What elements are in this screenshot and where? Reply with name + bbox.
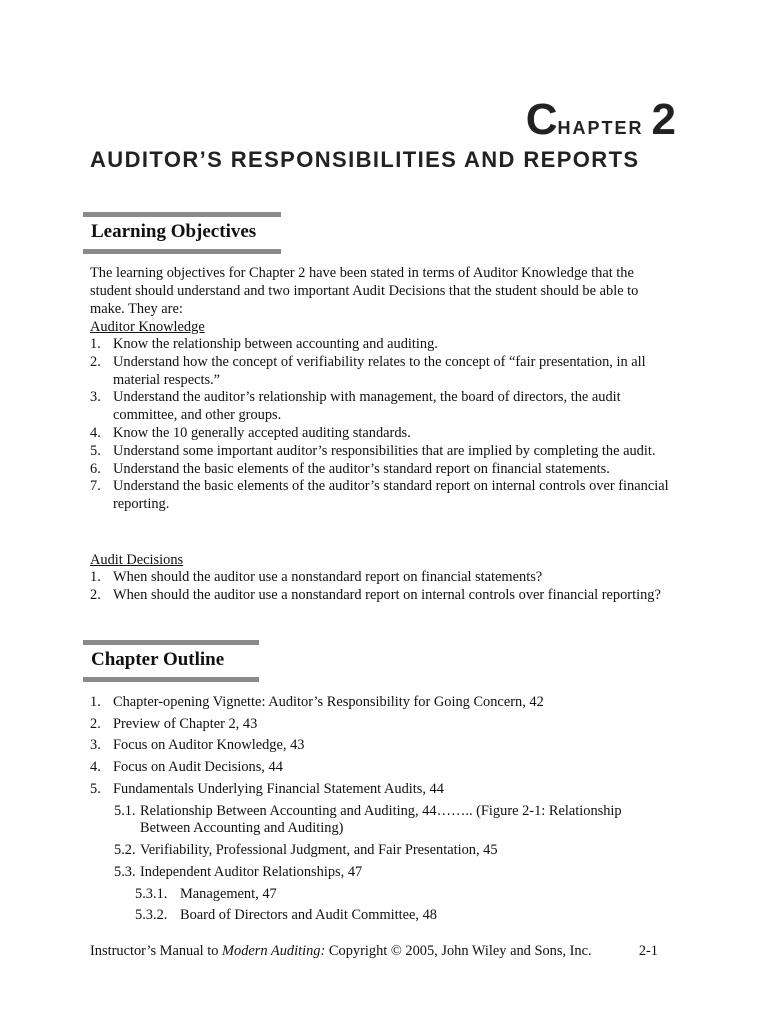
- list-item: 2. Understand how the concept of verifiability relates to the concept of “fair presentation, in all material respects.”: [90, 353, 646, 388]
- chapter-outline-heading: [83, 640, 259, 682]
- objectives-intro: The learning objectives for Chapter 2 have been stated in terms of Auditor Knowledge that the student should understand and two important Audit Decisions that the student should be able to make. They are:: [90, 265, 639, 317]
- list-item: 1. Chapter-opening Vignette: Auditor’s Responsibility for Going Concern, 42: [90, 694, 544, 710]
- audit-decisions-block: [90, 551, 675, 605]
- list-item: 2. When should the auditor use a nonstandard report on internal controls over financial reporting?: [90, 586, 661, 603]
- chapter-word: HAPTER: [557, 118, 644, 138]
- learning-objectives-heading-text: Learning Objectives: [91, 221, 257, 242]
- list-item: 7. Understand the basic elements of the auditor’s standard report on internal controls over financial reporting.: [90, 478, 669, 513]
- chapter-title: AUDITOR’S RESPONSIBILITIES AND REPORTS: [90, 147, 640, 172]
- list-item: 3. Understand the auditor’s relationship with management, the board of directors, the audit committee, and other groups.: [90, 389, 621, 424]
- chapter-number: 2: [651, 95, 676, 144]
- list-item: 2. Preview of Chapter 2, 43: [90, 715, 258, 732]
- list-item: 1. Know the relationship between accounting and auditing.: [90, 336, 438, 352]
- list-item: 5.3.2. Board of Directors and Audit Committee, 48: [135, 907, 437, 924]
- audit-decisions-heading: Audit Decisions: [90, 552, 184, 568]
- list-item: 5. Fundamentals Underlying Financial Statement Audits, 44: [90, 780, 444, 797]
- auditor-knowledge-list: [90, 336, 675, 514]
- list-item: 5.3. Independent Auditor Relationships, 47: [114, 863, 363, 880]
- list-item: 1. When should the auditor use a nonstandard report on financial statements?: [90, 569, 543, 585]
- list-item: 3. Focus on Auditor Knowledge, 43: [90, 737, 305, 754]
- chapter-first-letter: C: [525, 95, 558, 144]
- learning-objectives-heading: [83, 212, 281, 254]
- learning-objectives-body: [90, 264, 675, 514]
- footer-book-title: Modern Auditing:: [222, 943, 326, 959]
- list-item: 5.1. Relationship Between Accounting and Auditing, 44…….. (Figure 2-1: Relationship Between Accounting and Auditing): [114, 802, 622, 837]
- footer-prefix: Instructor’s Manual to: [90, 943, 223, 959]
- footer-copyright: Copyright © 2005, John Wiley and Sons, Inc.: [325, 943, 592, 959]
- audit-decisions-list: [90, 569, 675, 605]
- chapter-outline-list: [90, 692, 675, 927]
- list-item: 6. Understand the basic elements of the auditor’s standard report on financial statements.: [90, 460, 610, 477]
- auditor-knowledge-heading: Auditor Knowledge: [90, 319, 205, 335]
- list-item: 4. Know the 10 generally accepted auditing standards.: [90, 424, 411, 441]
- list-item: 4. Focus on Audit Decisions, 44: [90, 759, 283, 776]
- page-number: 2-1: [638, 943, 658, 959]
- page-footer: [90, 943, 658, 960]
- chapter-label: [525, 95, 676, 144]
- list-item: 5.3.1. Management, 47: [135, 885, 277, 902]
- list-item: 5. Understand some important auditor’s responsibilities that are implied by completing the audit.: [90, 442, 656, 459]
- list-item: 5.2. Verifiability, Professional Judgment, and Fair Presentation, 45: [114, 842, 498, 859]
- chapter-outline-heading-text: Chapter Outline: [91, 649, 225, 670]
